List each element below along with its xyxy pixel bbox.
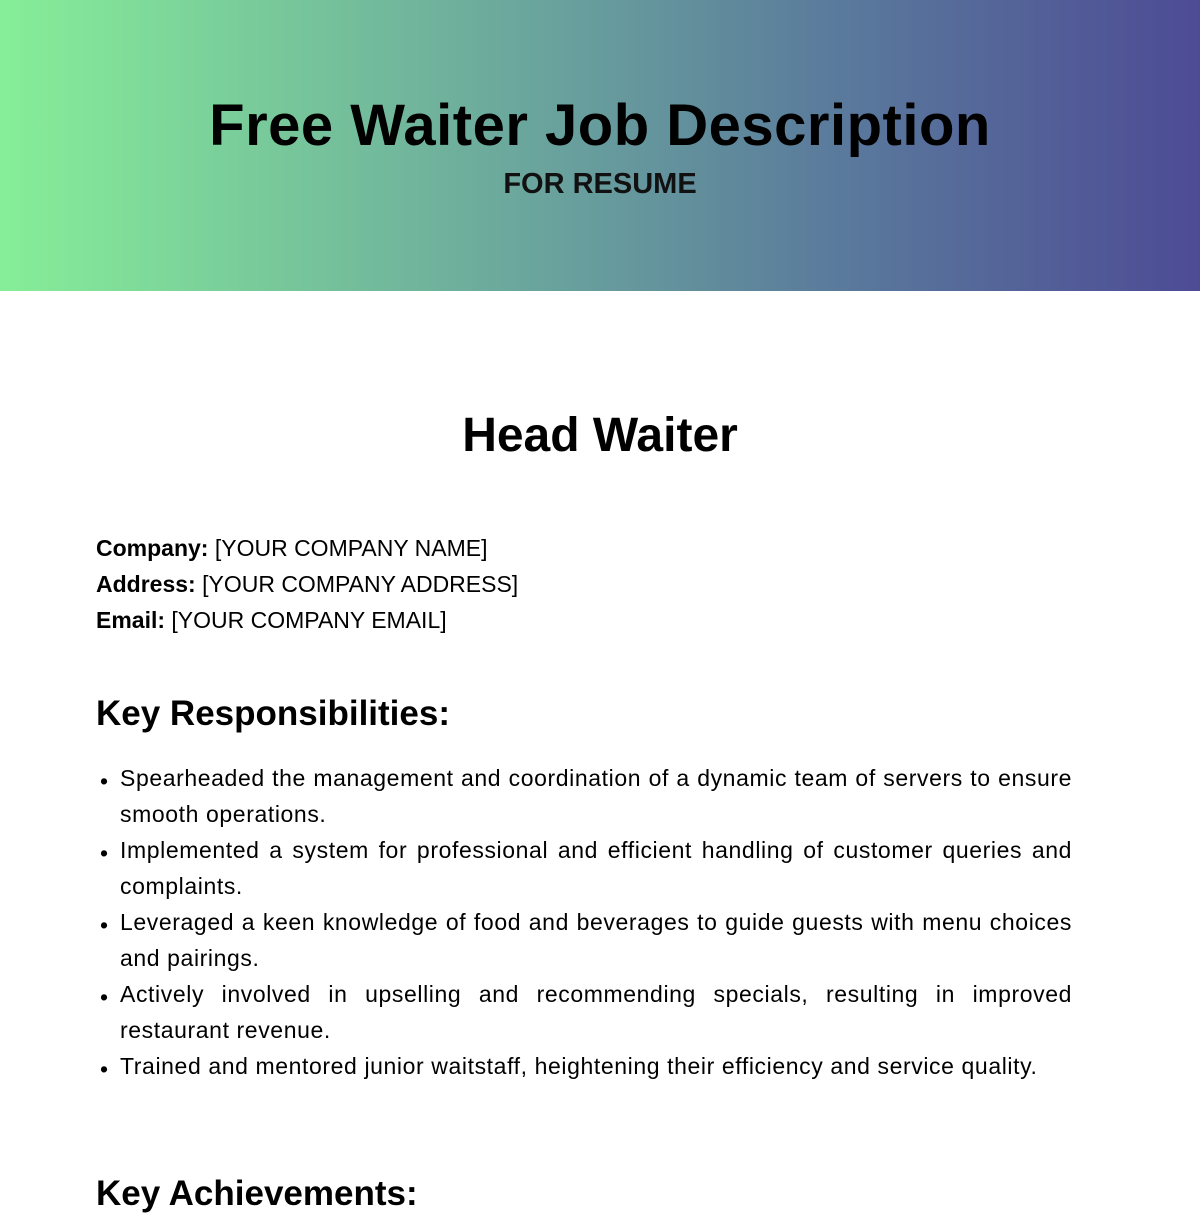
list-item-text: Actively involved in upselling and recommending specials, resulting in improved restaurant revenue.	[120, 981, 1072, 1043]
bullet-icon: •	[100, 840, 109, 866]
list-item-text: Implemented a system for professional and efficient handling of customer queries and complaints.	[120, 837, 1072, 899]
document-title: Free Waiter Job Description	[209, 93, 991, 158]
email-label: Email:	[96, 607, 166, 633]
list-item	[96, 1048, 1072, 1084]
achievements-heading: Key Achievements:	[96, 1174, 418, 1213]
list-item-text: Leveraged a keen knowledge of food and beverages to guide guests with menu choices and pairings.	[120, 909, 1072, 971]
responsibilities-list	[96, 760, 1072, 1084]
email-value: [YOUR COMPANY EMAIL]	[171, 607, 447, 633]
bullet-icon: •	[100, 984, 109, 1010]
address-value: [YOUR COMPANY ADDRESS]	[202, 571, 519, 597]
company-info	[96, 530, 1076, 638]
list-item	[96, 976, 1072, 1048]
job-title: Head Waiter	[462, 409, 738, 462]
company-label: Company:	[96, 535, 209, 561]
bullet-icon: •	[100, 1056, 109, 1082]
bullet-icon: •	[100, 768, 109, 794]
list-item-text: Trained and mentored junior waitstaff, heightening their efficiency and service quality.	[120, 1053, 1038, 1079]
header-banner	[0, 0, 1200, 291]
document-subtitle: FOR RESUME	[503, 168, 697, 200]
list-item-text: Spearheaded the management and coordination of a dynamic team of servers to ensure smooth operations.	[120, 765, 1072, 827]
list-item	[96, 832, 1072, 904]
list-item	[96, 904, 1072, 976]
address-label: Address:	[96, 571, 196, 597]
responsibilities-heading: Key Responsibilities:	[96, 694, 450, 733]
bullet-icon: •	[100, 912, 109, 938]
address-row	[96, 566, 1076, 602]
email-row	[96, 602, 1076, 638]
company-row	[96, 530, 1076, 566]
company-value: [YOUR COMPANY NAME]	[214, 535, 488, 561]
list-item	[96, 760, 1072, 832]
